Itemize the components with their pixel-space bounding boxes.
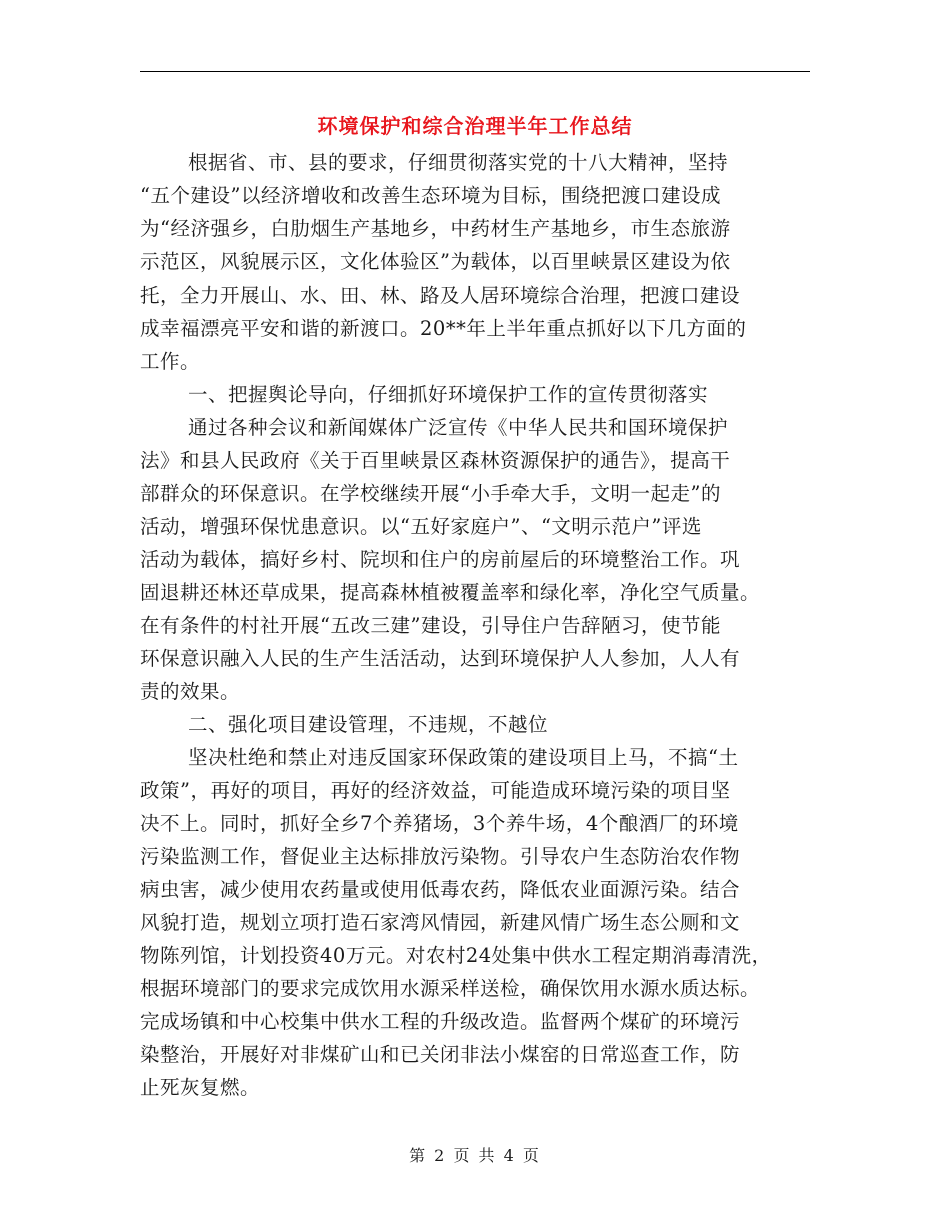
paragraph-line: 政策”，再好的项目，再好的经济效益，可能造成环境污染的项目坚: [140, 779, 731, 802]
paragraph-line: 在有条件的村社开展“五改三建”建设，引导住户告辞陋习，使节能: [140, 614, 721, 637]
paragraph-line: 根据环境部门的要求完成饮用水源采样送检，确保饮用水源水质达标。: [140, 977, 761, 1000]
paragraph-line: 完成场镇和中心校集中供水工程的升级改造。监督两个煤矿的环境污: [140, 1010, 741, 1033]
paragraph-line: 坚决杜绝和禁止对违反国家环保政策的建设项目上马，不搞“土: [188, 746, 739, 769]
paragraph-line: 止死灰复燃。: [140, 1076, 261, 1099]
paragraph-line: 托，全力开展山、水、田、林、路及人居环境综合治理，把渡口建设: [140, 284, 741, 307]
document-title: 环境保护和综合治理半年工作总结: [317, 114, 633, 138]
paragraph-line: 为“经济强乡，白肋烟生产基地乡，中药材生产基地乡，市生态旅游: [140, 217, 731, 240]
paragraph-line: 责的效果。: [140, 680, 241, 703]
paragraph-line: “五个建设”以经济增收和改善生态环境为目标，围绕把渡口建设成: [140, 184, 721, 207]
paragraph-line: 工作。: [140, 350, 201, 373]
paragraph-line: 染整治，开展好对非煤矿山和已关闭非法小煤窑的日常巡查工作，防: [140, 1043, 741, 1066]
section-heading: 二、强化项目建设管理，不违规，不越位: [188, 713, 549, 736]
paragraph-line: 固退耕还林还草成果，提高森林植被覆盖率和绿化率，净化空气质量。: [140, 581, 761, 604]
page-number: 第 2 页 共 4 页: [409, 1146, 541, 1165]
paragraph-line: 示范区，风貌展示区，文化体验区”为载体，以百里峡景区建设为依: [140, 250, 731, 273]
paragraph-line: 活动，增强环保忧患意识。以“五好家庭户”、“文明示范户”评选: [140, 515, 702, 538]
paragraph-line: 环保意识融入人民的生产生活活动，达到环境保护人人参加，人人有: [140, 647, 741, 670]
header-rule: [140, 71, 810, 72]
paragraph-line: 病虫害，减少使用农药量或使用低毒农药，降低农业面源污染。结合: [140, 878, 741, 901]
section-heading: 一、把握舆论导向，仔细抓好环境保护工作的宣传贯彻落实: [188, 383, 709, 406]
paragraph-line: 污染监测工作，督促业主达标排放污染物。引导农户生态防治农作物: [140, 845, 741, 868]
paragraph-line: 法》和县人民政府《关于百里峡景区森林资源保护的通告》，提高干: [140, 449, 731, 472]
paragraph-line: 根据省、市、县的要求，仔细贯彻落实党的十八大精神，坚持: [188, 151, 729, 174]
paragraph-line: 物陈列馆，计划投资40万元。对农村24处集中供水工程定期消毒清洗，: [140, 944, 772, 967]
paragraph-line: 成幸福漂亮平安和谐的新渡口。20**年上半年重点抓好以下几方面的: [140, 317, 747, 340]
paragraph-line: 活动为载体，搞好乡村、院坝和住户的房前屋后的环境整治工作。巩: [140, 548, 741, 571]
paragraph-line: 风貌打造，规划立项打造石家湾风情园，新建风情广场生态公厕和文: [140, 911, 741, 934]
paragraph-line: 决不上。同时，抓好全乡7个养猪场，3个养牛场，4个酿酒厂的环境: [140, 812, 739, 835]
paragraph-line: 部群众的环保意识。在学校继续开展“小手牵大手，文明一起走”的: [140, 482, 721, 505]
paragraph-line: 通过各种会议和新闻媒体广泛宣传《中华人民共和国环境保护: [188, 416, 729, 439]
